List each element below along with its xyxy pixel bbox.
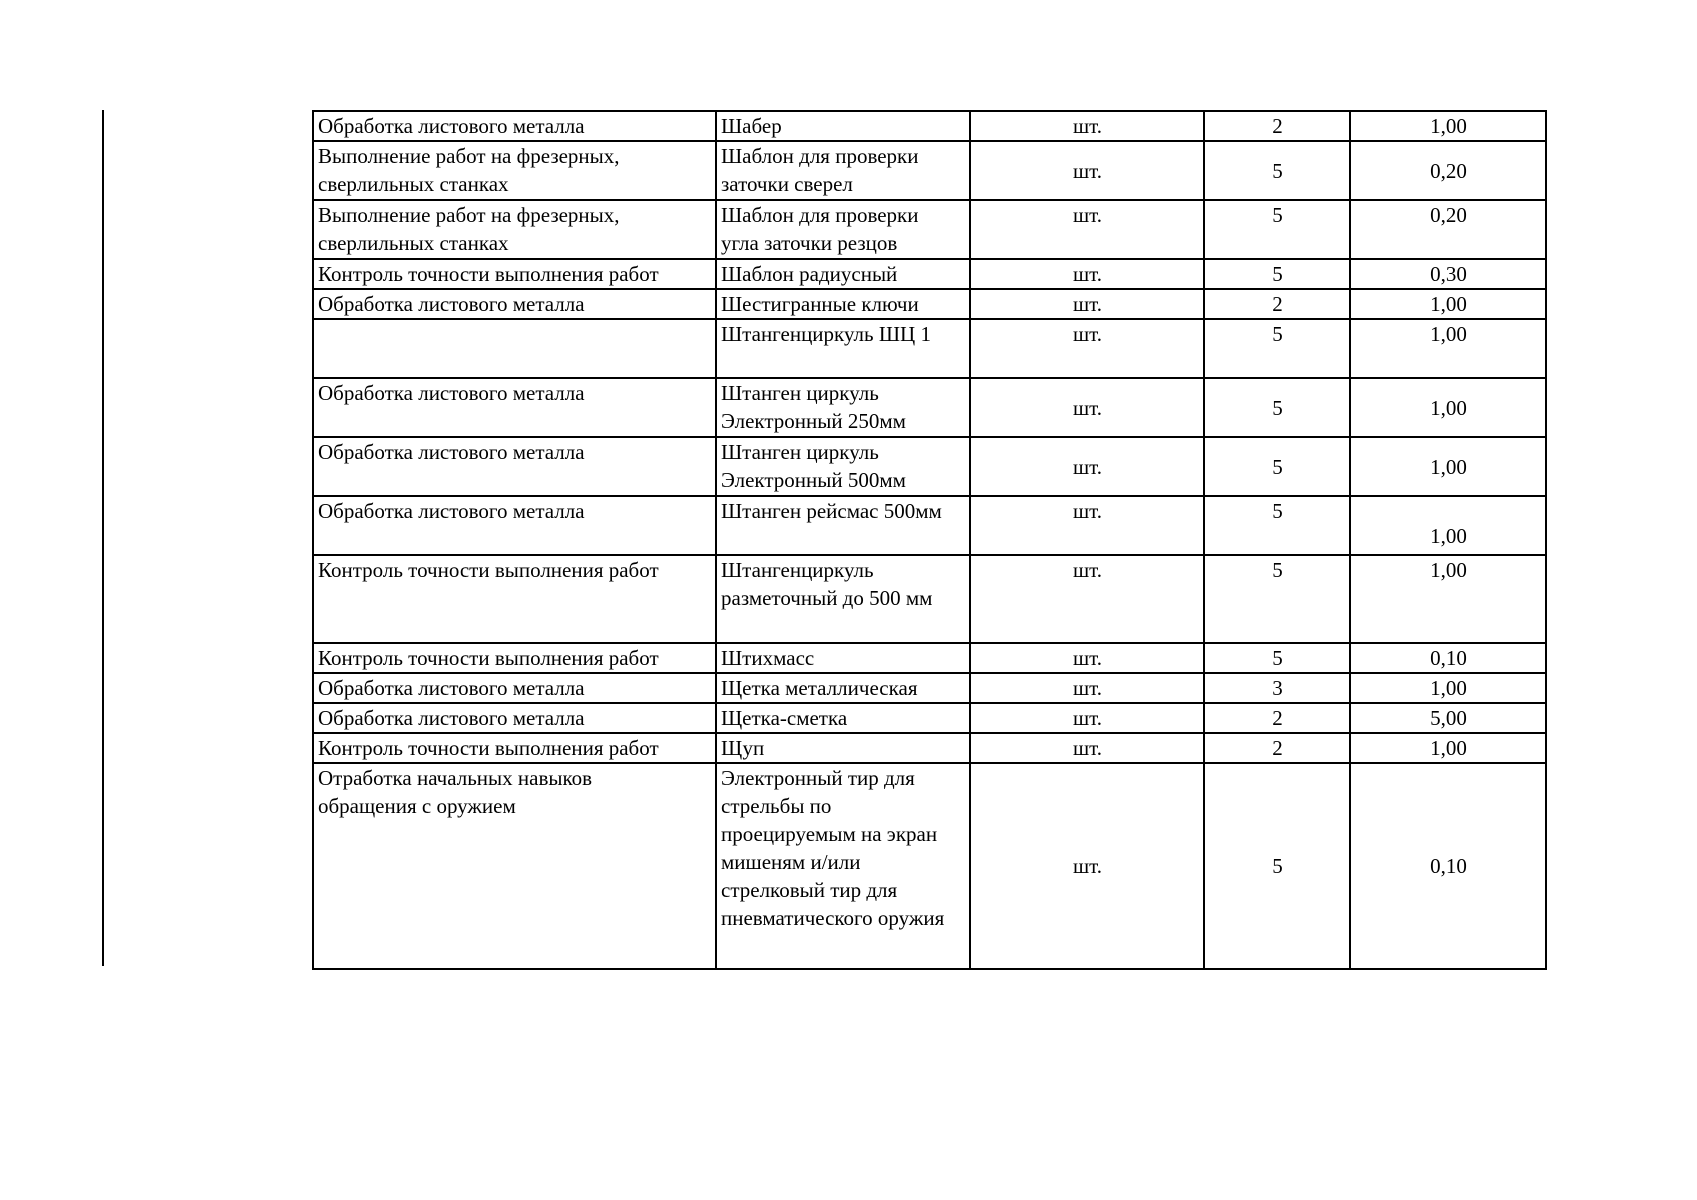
item-text: Шабер <box>721 114 782 138</box>
norm-cell: 1,00 <box>1350 319 1546 378</box>
table-row <box>313 111 1546 141</box>
norm-cell: 1,00 <box>1350 289 1546 319</box>
norm-cell: 1,00 <box>1350 733 1546 763</box>
qty-cell: 5 <box>1204 200 1350 259</box>
activity-cell <box>313 319 716 378</box>
table-row <box>313 555 1546 643</box>
qty-cell: 2 <box>1204 733 1350 763</box>
item-cell <box>716 733 970 763</box>
item-text: Штангенциркуль разметочный до 500 мм <box>721 558 933 610</box>
activity-text: Обработка листового металла <box>318 381 585 405</box>
item-text: Шестигранные ключи <box>721 292 919 316</box>
margin-rule <box>102 110 104 966</box>
table-row <box>313 289 1546 319</box>
item-cell <box>716 141 970 200</box>
activity-cell <box>313 141 716 200</box>
activity-text: Выполнение работ на фрезерных, сверлильных станках <box>318 144 620 196</box>
activity-text: Отработка начальных навыков обращения с оружием <box>318 766 593 818</box>
activity-cell <box>313 703 716 733</box>
unit-cell: шт. <box>970 673 1204 703</box>
item-cell <box>716 259 970 289</box>
activity-cell <box>313 733 716 763</box>
table-row <box>313 259 1546 289</box>
unit-cell: шт. <box>970 703 1204 733</box>
table-row <box>313 643 1546 673</box>
qty-cell: 5 <box>1204 319 1350 378</box>
activity-text: Контроль точности выполнения работ <box>318 736 659 760</box>
item-cell <box>716 200 970 259</box>
item-cell <box>716 555 970 643</box>
table-row <box>313 733 1546 763</box>
item-text: Шаблон для проверки заточки сверел <box>721 144 919 196</box>
qty-cell: 5 <box>1204 437 1350 496</box>
qty-cell: 2 <box>1204 703 1350 733</box>
unit-cell: шт. <box>970 643 1204 673</box>
unit-cell: шт. <box>970 111 1204 141</box>
table-row <box>313 141 1546 200</box>
norm-cell: 0,20 <box>1350 200 1546 259</box>
activity-text: Выполнение работ на фрезерных, сверлильных станках <box>318 203 620 255</box>
table-row <box>313 703 1546 733</box>
qty-cell: 5 <box>1204 763 1350 969</box>
unit-cell: шт. <box>970 319 1204 378</box>
qty-cell: 5 <box>1204 141 1350 200</box>
unit-cell: шт. <box>970 289 1204 319</box>
qty-cell: 5 <box>1204 555 1350 643</box>
item-cell <box>716 496 970 555</box>
norm-cell: 1,00 <box>1350 555 1546 643</box>
norm-cell: 1,00 <box>1350 496 1546 555</box>
item-text: Штанген циркуль Электронный 500мм <box>721 440 906 492</box>
qty-cell: 5 <box>1204 643 1350 673</box>
activity-text: Обработка листового металла <box>318 440 585 464</box>
item-cell <box>716 289 970 319</box>
item-cell <box>716 703 970 733</box>
item-text: Шаблон радиусный <box>721 262 898 286</box>
norm-cell: 0,20 <box>1350 141 1546 200</box>
unit-cell: шт. <box>970 259 1204 289</box>
norm-cell: 1,00 <box>1350 111 1546 141</box>
activity-cell <box>313 643 716 673</box>
activity-cell <box>313 378 716 437</box>
unit-cell: шт. <box>970 555 1204 643</box>
norm-cell: 1,00 <box>1350 437 1546 496</box>
table-row <box>313 437 1546 496</box>
item-text: Штанген циркуль Электронный 250мм <box>721 381 906 433</box>
item-text: Штанген рейсмас 500мм <box>721 499 942 523</box>
activity-cell <box>313 111 716 141</box>
qty-cell: 2 <box>1204 111 1350 141</box>
item-cell <box>716 763 970 969</box>
item-text: Щетка металлическая <box>721 676 918 700</box>
norm-cell: 5,00 <box>1350 703 1546 733</box>
item-text: Штангенциркуль ШЦ 1 <box>721 322 931 346</box>
qty-cell: 5 <box>1204 496 1350 555</box>
activity-cell <box>313 259 716 289</box>
unit-cell: шт. <box>970 437 1204 496</box>
unit-cell: шт. <box>970 763 1204 969</box>
activity-text: Обработка листового металла <box>318 114 585 138</box>
activity-text: Обработка листового металла <box>318 292 585 316</box>
norm-cell: 0,10 <box>1350 643 1546 673</box>
item-text: Шаблон для проверки угла заточки резцов <box>721 203 919 255</box>
qty-cell: 2 <box>1204 289 1350 319</box>
unit-cell: шт. <box>970 200 1204 259</box>
item-cell <box>716 673 970 703</box>
unit-cell: шт. <box>970 496 1204 555</box>
activity-text: Контроль точности выполнения работ <box>318 646 659 670</box>
item-text: Электронный тир для стрельбы по проецируемым на экран мишеням и/или стрелковый тир для пневматического оружия <box>721 766 945 930</box>
activity-text: Контроль точности выполнения работ <box>318 558 659 582</box>
activity-text: Контроль точности выполнения работ <box>318 262 659 286</box>
norm-cell: 1,00 <box>1350 673 1546 703</box>
qty-cell: 3 <box>1204 673 1350 703</box>
item-cell <box>716 319 970 378</box>
qty-cell: 5 <box>1204 378 1350 437</box>
norm-cell: 1,00 <box>1350 378 1546 437</box>
table-row <box>313 378 1546 437</box>
qty-cell: 5 <box>1204 259 1350 289</box>
norm-cell: 0,30 <box>1350 259 1546 289</box>
table-row <box>313 763 1546 969</box>
activity-text: Обработка листового металла <box>318 676 585 700</box>
activity-cell <box>313 289 716 319</box>
item-cell <box>716 437 970 496</box>
activity-cell <box>313 673 716 703</box>
unit-cell: шт. <box>970 141 1204 200</box>
item-text: Щетка-сметка <box>721 706 848 730</box>
item-text: Штихмасс <box>721 646 815 670</box>
activity-cell <box>313 763 716 969</box>
activity-text: Обработка листового металла <box>318 706 585 730</box>
activity-cell <box>313 200 716 259</box>
item-cell <box>716 643 970 673</box>
activity-text: Обработка листового металла <box>318 499 585 523</box>
item-text: Щуп <box>721 736 765 760</box>
unit-cell: шт. <box>970 378 1204 437</box>
norm-cell: 0,10 <box>1350 763 1546 969</box>
activity-cell <box>313 496 716 555</box>
item-cell <box>716 111 970 141</box>
equipment-table <box>312 110 1547 970</box>
table-row <box>313 673 1546 703</box>
table-row <box>313 200 1546 259</box>
activity-cell <box>313 437 716 496</box>
table-row <box>313 496 1546 555</box>
unit-cell: шт. <box>970 733 1204 763</box>
activity-cell <box>313 555 716 643</box>
table-row <box>313 319 1546 378</box>
item-cell <box>716 378 970 437</box>
